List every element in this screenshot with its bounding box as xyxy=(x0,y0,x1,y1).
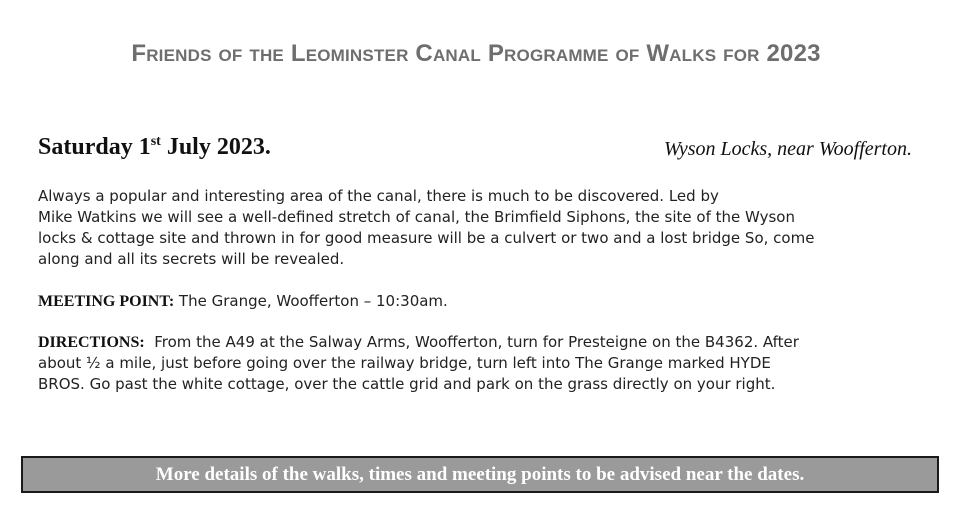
description-line: Always a popular and interesting area of the canal, there is much to be discovered. Led by xyxy=(38,187,719,205)
directions-label: DIRECTIONS: xyxy=(38,334,145,351)
description-line: locks & cottage site and thrown in for good measure will be a culvert or two and a lost bridge So, come xyxy=(38,229,815,247)
meeting-point-label: MEETING POINT: xyxy=(38,293,175,310)
walk-location: Wyson Locks, near Woofferton. xyxy=(664,138,912,160)
directions-line: BROS. Go past the white cottage, over the cattle grid and park on the grass directly on your right. xyxy=(38,375,776,393)
footer-text: More details of the walks, times and meeting points to be advised near the dates. xyxy=(155,463,805,485)
directions-line-first xyxy=(38,332,799,353)
description-line: Mike Watkins we will see a well-defined stretch of canal, the Brimfield Siphons, the site of the Wyson xyxy=(38,208,795,226)
page-title: Friends of the Leominster Canal Programme of Walks for 2023 xyxy=(131,40,821,67)
walk-date-month-year: July 2023. xyxy=(160,134,271,160)
walk-date xyxy=(38,134,271,161)
meeting-point xyxy=(38,291,448,312)
meeting-point-text: The Grange, Woofferton – 10:30am. xyxy=(174,292,448,310)
walk-date-ordinal: st xyxy=(150,134,161,149)
directions-text: From the A49 at the Salway Arms, Woofferton, turn for Presteigne on the B4362. After xyxy=(144,333,799,351)
footer-banner xyxy=(21,456,939,493)
directions-line: about ½ a mile, just before going over the railway bridge, turn left into The Grange marked HYDE xyxy=(38,354,771,372)
walk-description xyxy=(38,186,814,270)
walk-date-day: Saturday 1 xyxy=(38,134,151,160)
description-line: along and all its secrets will be revealed. xyxy=(38,250,345,268)
directions xyxy=(38,332,799,395)
